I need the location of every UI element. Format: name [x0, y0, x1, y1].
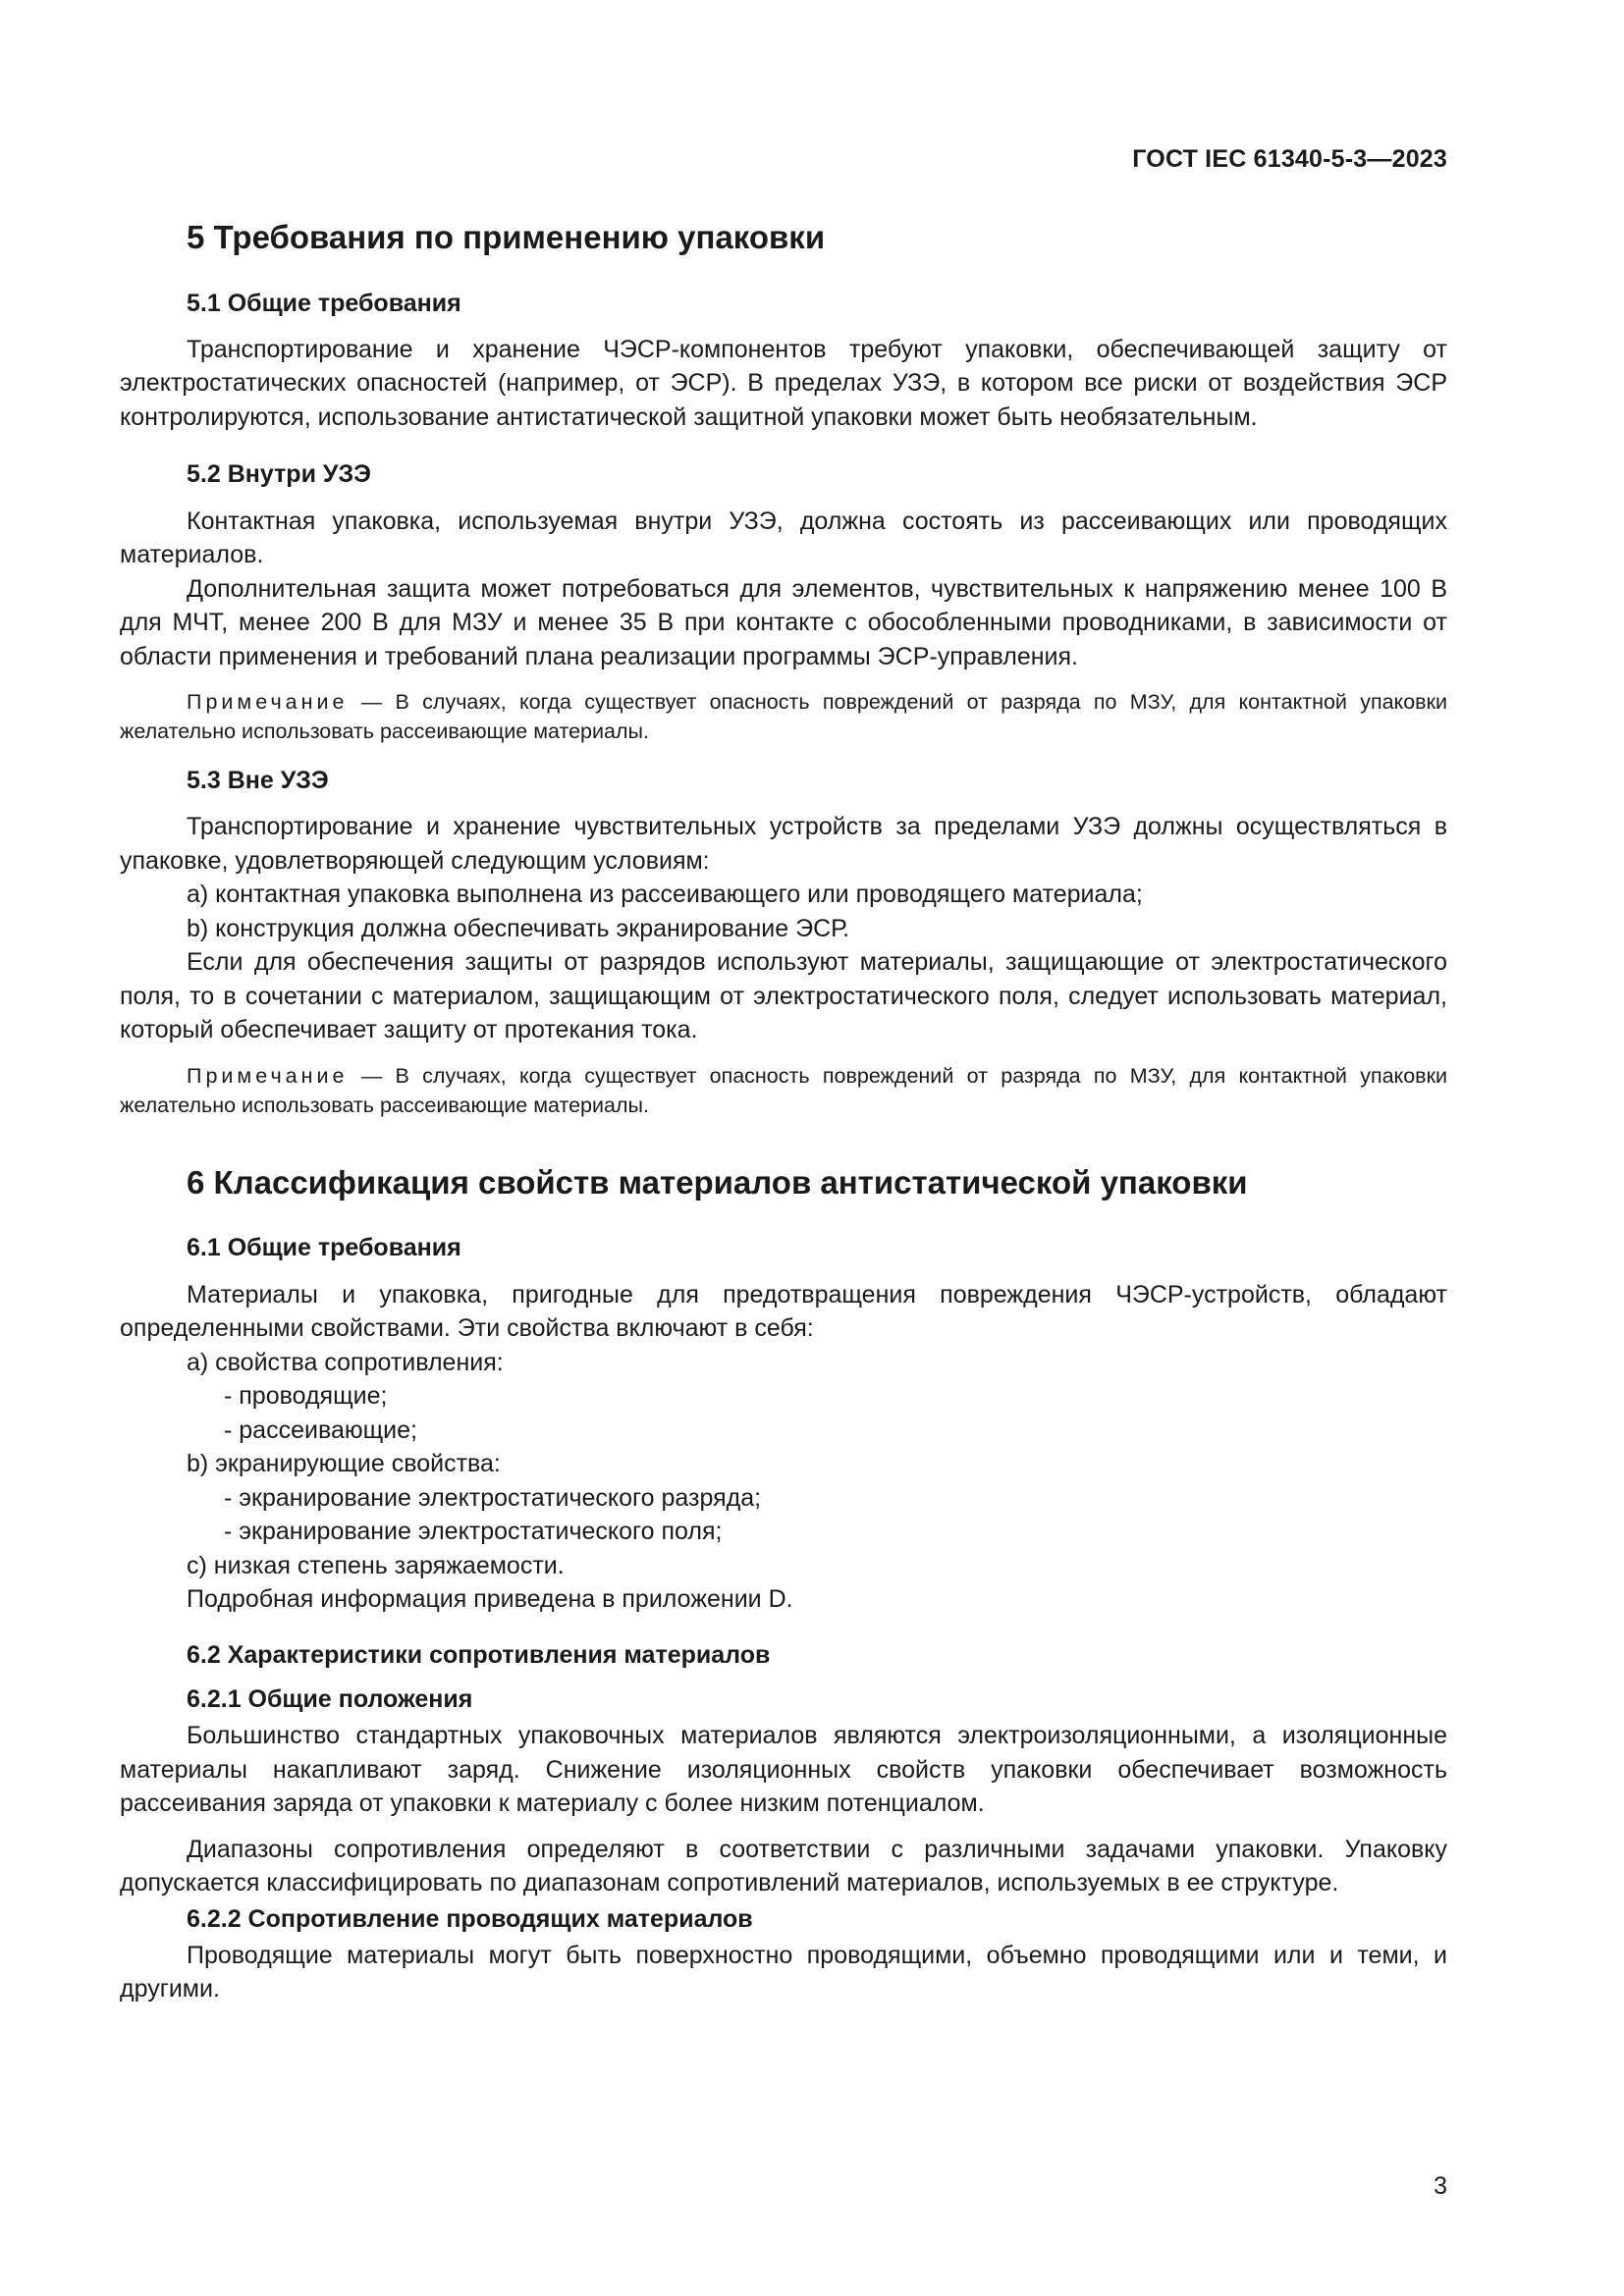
section-6-2-1-paragraph-1: Большинство стандартных упаковочных материалов являются электроизоляционными, а изоляционные материалы накапливают заряд. Снижение изоляционных свойств упаковки обеспечивает возможность рассеивания заряда от упаковки к материалу с более низким потенциалом.: [120, 1722, 1447, 1818]
note-label: Примечание: [187, 1063, 349, 1088]
sub-list-item: - рассеивающие;: [224, 1415, 417, 1444]
sub-list-item: - экранирование электростатического разряда;: [224, 1483, 762, 1512]
section-5-3-note: [120, 1061, 1447, 1120]
note-text: — В случаях, когда существует опасность повреждений от разряда по МЗУ, для контактной упаковки желательно использовать рассеивающие материалы.: [120, 690, 1447, 744]
list-item-c: c) низкая степень заряжаемости.: [187, 1551, 565, 1579]
sub-list-item: - проводящие;: [224, 1382, 388, 1411]
section-6-2-1-paragraph-2: Диапазоны сопротивления определяют в соответствии с различными задачами упаковки. Упаковку допускается классифицировать по диапазонам сопротивлений материалов, используемых в ее структуре.: [120, 1835, 1447, 1897]
section-5-1-heading: 5.1 Общие требования: [187, 289, 461, 317]
note-text: — В случаях, когда существует опасность повреждений от разряда по МЗУ, для контактной упаковки желательно использовать рассеивающие материалы.: [120, 1063, 1447, 1117]
section-5-3-paragraph-1: Транспортирование и хранение чувствительных устройств за пределами УЗЭ должны осуществляться в упаковке, удовлетворяющей следующим условиям:: [120, 813, 1447, 875]
list-item-a: a) контактная упаковка выполнена из рассеивающего или проводящего материала;: [187, 881, 1143, 909]
section-5-2-paragraph-2: Дополнительная защита может потребоваться для элементов, чувствительных к напряжению менее 100 В для МЧТ, менее 200 В для МЗУ и менее 35 В при контакте с обособленными проводниками, в зависимости от области применения и требований плана реализации программы ЭСР-управления.: [120, 574, 1447, 670]
section-6-1-paragraph-1: Материалы и упаковка, пригодные для предотвращения повреждения ЧЭСР-устройств, обладают определенными свойствами. Эти свойства включают в себя:: [120, 1280, 1447, 1343]
section-6-2-2-paragraph: Проводящие материалы могут быть поверхностно проводящими, объемно проводящими или и теми, и другими.: [120, 1941, 1447, 2003]
section-5-1-paragraph: Транспортирование и хранение ЧЭСР-компонентов требуют упаковки, обеспечивающей защиту от электростатических опасностей (например, от ЭСР). В пределах УЗЭ, в котором все риски от воздействия ЭСР контролируются, использование антистатической защитной упаковки может быть необязательным.: [120, 335, 1447, 431]
list-item-a: a) свойства сопротивления:: [187, 1348, 504, 1376]
section-5-title: 5 Требования по применению упаковки: [187, 219, 826, 255]
document-page: [120, 0, 1447, 2296]
section-6-1-heading: 6.1 Общие требования: [187, 1234, 461, 1262]
section-5-2-paragraph-1: Контактная упаковка, используемая внутри УЗЭ, должна состоять из рассеивающих или проводящих материалов.: [120, 507, 1447, 569]
page-content: [120, 218, 1447, 2006]
sub-list-item: - экранирование электростатического поля;: [224, 1518, 723, 1546]
note-label: Примечание: [187, 690, 349, 715]
section-6-2-2-heading: 6.2.2 Сопротивление проводящих материалов: [187, 1904, 753, 1933]
section-5-2-note: [120, 687, 1447, 746]
page-number: 3: [1434, 2172, 1447, 2200]
section-5-2-heading: 5.2 Внутри УЗЭ: [187, 460, 371, 489]
section-6-title: 6 Классификация свойств материалов антистатической упаковки: [187, 1163, 1248, 1201]
list-item-b: b) экранирующие свойства:: [187, 1450, 501, 1478]
document-code: ГОСТ IEC 61340-5-3—2023: [1132, 145, 1447, 173]
section-6-2-heading: 6.2 Характеристики сопротивления материалов: [187, 1640, 771, 1669]
section-5-3-paragraph-2: Если для обеспечения защиты от разрядов используют материалы, защищающие от электростатического поля, то в сочетании с материалом, защищающим от электростатического поля, следует использовать материал, который обеспечивает защиту от протекания тока.: [120, 948, 1447, 1044]
section-5-3-heading: 5.3 Вне УЗЭ: [187, 767, 329, 795]
section-6-2-1-heading: 6.2.1 Общие положения: [187, 1684, 473, 1713]
section-6-1-paragraph-2: Подробная информация приведена в приложении D.: [187, 1585, 793, 1614]
list-item-b: b) конструкция должна обеспечивать экранирование ЭСР.: [187, 914, 850, 942]
